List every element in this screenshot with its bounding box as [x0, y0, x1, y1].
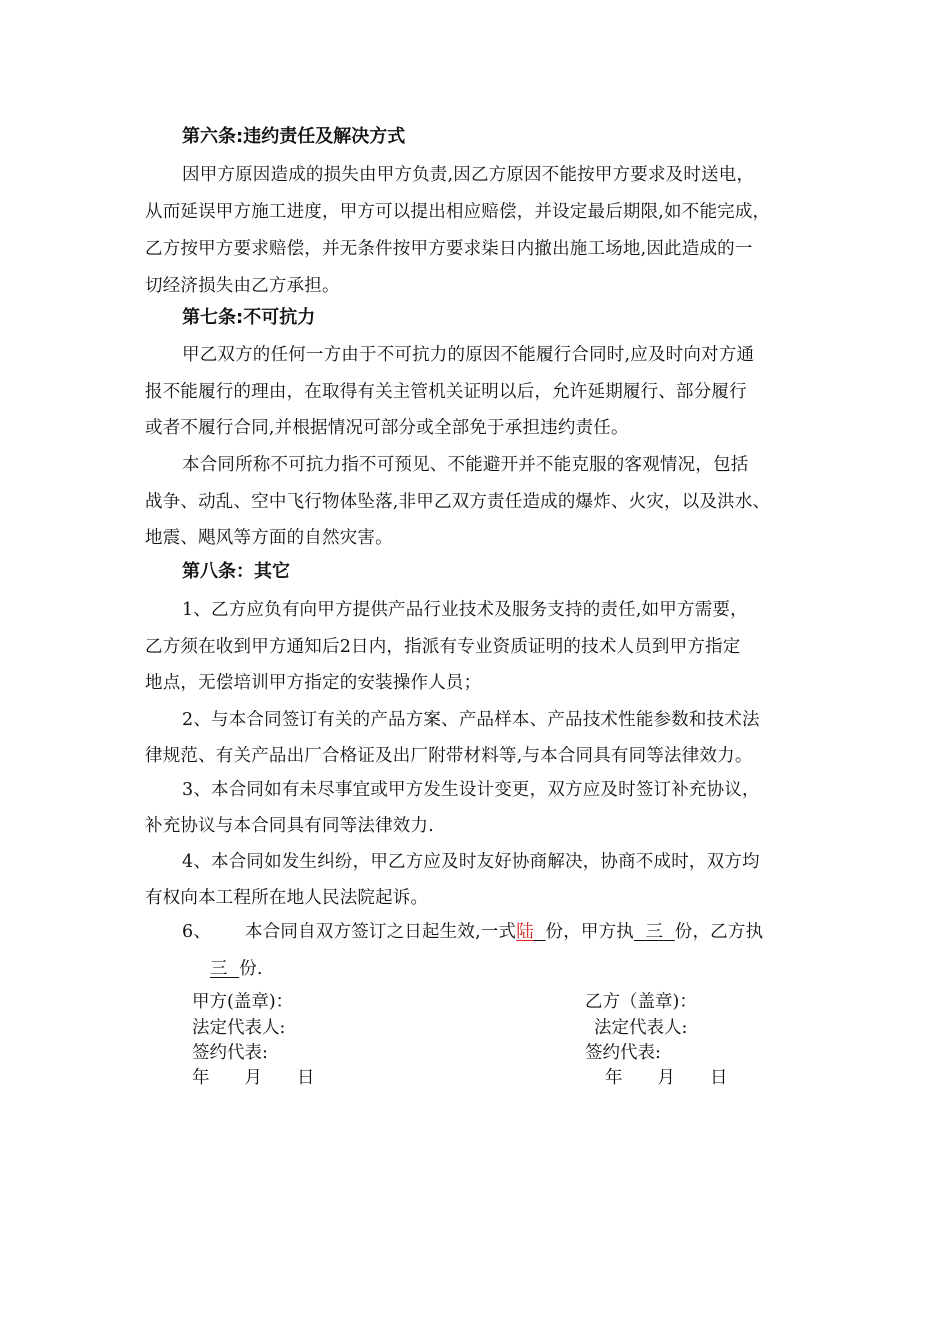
item6-text: 份，乙方执 [674, 922, 764, 942]
article7-p1-line: 或者不履行合同,并根据情况可部分或全部免于承担违约责任。 [145, 418, 629, 438]
copies-party-a: 三 [645, 922, 664, 942]
article7-heading: 第七条:不可抗力 [182, 307, 316, 328]
article6-line: 从而延误甲方施工进度，甲方可以提出相应赔偿，并设定最后期限,如不能完成， [145, 202, 771, 222]
party-b-signing-rep-label: 签约代表: [585, 1043, 661, 1063]
article8-item1-line: 地点，无偿培训甲方指定的安装操作人员； [145, 673, 482, 693]
article7-p1-line: 甲乙双方的任何一方由于不可抗力的原因不能履行合同时,应及时向对方通 [182, 345, 755, 365]
item6-text: 份. [239, 959, 263, 979]
article7-p2-line: 地震、飓风等方面的自然灾害。 [145, 528, 393, 548]
item6-text: 本合同自双方签订之日起生效,一式 [245, 922, 517, 942]
article8-item1-line: 乙方须在收到甲方通知后2日内，指派有专业资质证明的技术人员到甲方指定 [145, 637, 741, 657]
article6-line: 乙方按甲方要求赔偿，并无条件按甲方要求柒日内撤出施工场地,因此造成的一 [145, 239, 753, 259]
article7-p2-line: 本合同所称不可抗力指不可预见、不能避开并不能克服的客观情况，包括 [182, 455, 749, 475]
copies-party-b: 三 [210, 959, 228, 979]
article7-p1-line: 报不能履行的理由，在取得有关主管机关证明以后，允许延期履行、部分履行 [145, 382, 747, 402]
article8-item1-line: 1、乙方应负有向甲方提供产品行业技术及服务支持的责任,如甲方需要， [182, 600, 748, 620]
party-b-date-label: 年 月 日 [605, 1068, 728, 1088]
article8-item6-continuation [210, 957, 263, 981]
article8-heading: 第八条：其它 [182, 561, 290, 582]
article7-p2-line: 战争、动乱、空中飞行物体坠落,非甲乙双方责任造成的爆炸、火灾，以及洪水、 [145, 492, 771, 512]
party-a-signing-rep-label: 签约代表: [192, 1043, 268, 1063]
article8-item6-sentence [245, 920, 763, 944]
party-b-legal-rep-label: 法定代表人: [594, 1018, 688, 1038]
article8-item2-line: 2、与本合同签订有关的产品方案、产品样本、产品技术性能参数和技术法 [182, 710, 760, 730]
article6-heading: 第六条:违约责任及解决方式 [182, 126, 406, 147]
article8-item2-line: 律规范、有关产品出厂合格证及出厂附带材料等,与本合同具有同等法律效力。 [145, 746, 753, 766]
party-a-date-label: 年 月 日 [192, 1068, 315, 1088]
article8-item3-line: 补充协议与本合同具有同等法律效力. [145, 816, 434, 836]
article8-item4-line: 4、本合同如发生纠纷，甲乙方应及时友好协商解决，协商不成时，双方均 [182, 852, 760, 872]
article8-item3-line: 3、本合同如有未尽事宜或甲方发生设计变更，双方应及时签订补充协议， [182, 780, 760, 800]
article6-line: 切经济损失由乙方承担。 [145, 276, 340, 296]
party-a-seal-label: 甲方(盖章)： [192, 992, 294, 1012]
article8-item4-line: 有权向本工程所在地人民法院起诉。 [145, 888, 429, 908]
copies-total: 陆 [516, 922, 534, 942]
article6-line: 因甲方原因造成的损失由甲方负责,因乙方原因不能按甲方要求及时送电， [182, 165, 755, 185]
party-b-seal-label: 乙方（盖章)： [585, 992, 697, 1012]
article8-item6-number: 6、 [182, 922, 212, 942]
item6-text: 份，甲方执 [545, 922, 634, 942]
party-a-legal-rep-label: 法定代表人: [192, 1018, 286, 1038]
